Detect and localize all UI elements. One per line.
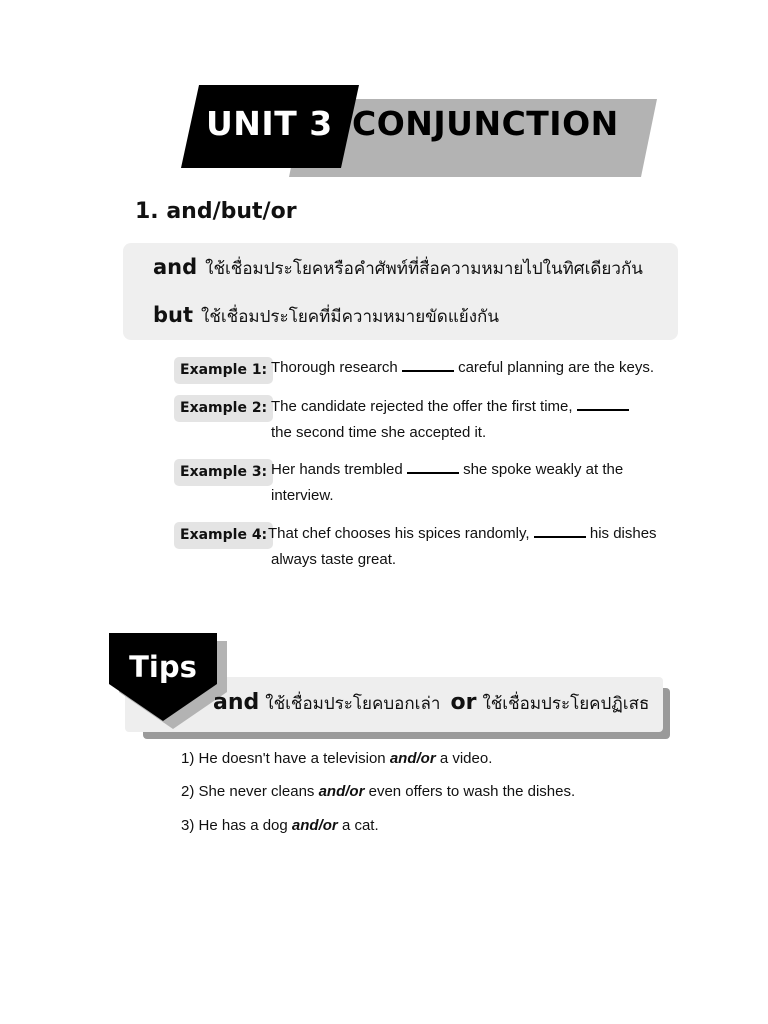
example-label: Example 2: — [174, 395, 273, 422]
tip-item-suffix: a cat. — [341, 817, 379, 834]
example-text-line2: interview. — [271, 487, 334, 504]
example-text-before: Thorough research — [271, 359, 398, 376]
unit-title: CONJUNCTION — [352, 104, 619, 143]
tip-item-prefix: 2) She never cleans — [181, 783, 315, 800]
answer-blank — [402, 356, 454, 372]
tip-item-choice: and/or — [291, 817, 338, 834]
example-text — [268, 521, 688, 573]
answer-blank — [577, 395, 629, 411]
tips-keyword-and: and — [213, 690, 260, 715]
example-text-after: she spoke weakly at the — [463, 461, 624, 478]
example-label: Example 3: — [174, 459, 273, 486]
example-text — [271, 355, 681, 381]
tips-rule — [213, 690, 649, 717]
tip-item-choice: and/or — [318, 783, 365, 800]
rule-and — [153, 255, 643, 282]
example-text-line2: always taste great. — [271, 551, 397, 568]
example-text-before: The candidate rejected the offer the first time, — [271, 398, 573, 415]
tip-item-suffix: a video. — [439, 750, 493, 767]
tips-text-or: ใช้เชื่อมประโยคปฏิเสธ — [482, 694, 650, 713]
example-text-line2: the second time she accepted it. — [271, 424, 487, 441]
rule-but — [153, 303, 499, 330]
tip-item — [181, 817, 379, 834]
unit-number: UNIT 3 — [206, 104, 333, 143]
rule-keyword: and — [153, 255, 198, 279]
example-text-after: his dishes — [589, 525, 657, 542]
tips-text-and: ใช้เชื่อมประโยคบอกเล่า — [265, 694, 441, 713]
rule-keyword: but — [153, 303, 194, 327]
example-text — [271, 457, 681, 509]
tips-keyword-or: or — [450, 690, 477, 715]
example-text-before: That chef chooses his spices randomly, — [268, 525, 530, 542]
answer-blank — [407, 458, 459, 474]
tip-item — [181, 750, 492, 767]
example-text — [271, 394, 681, 446]
example-text-before: Her hands trembled — [271, 461, 403, 478]
example-label: Example 4: — [174, 522, 273, 549]
tip-item — [181, 783, 575, 800]
section-heading: 1. and/but/or — [135, 199, 297, 224]
tip-item-prefix: 3) He has a dog — [181, 817, 288, 834]
example-text-after: careful planning are the keys. — [458, 359, 655, 376]
example-label: Example 1: — [174, 357, 273, 384]
tip-item-choice: and/or — [389, 750, 436, 767]
rule-description: ใช้เชื่อมประโยคหรือคำศัพท์ที่สื่อความหมายไปในทิศเดียวกัน — [205, 259, 643, 278]
tip-item-prefix: 1) He doesn't have a television — [181, 750, 386, 767]
tip-item-suffix: even offers to wash the dishes. — [368, 783, 576, 800]
tips-title: Tips — [129, 650, 197, 684]
answer-blank — [534, 522, 586, 538]
rule-description: ใช้เชื่อมประโยคที่มีความหมายขัดแย้งกัน — [201, 307, 499, 326]
